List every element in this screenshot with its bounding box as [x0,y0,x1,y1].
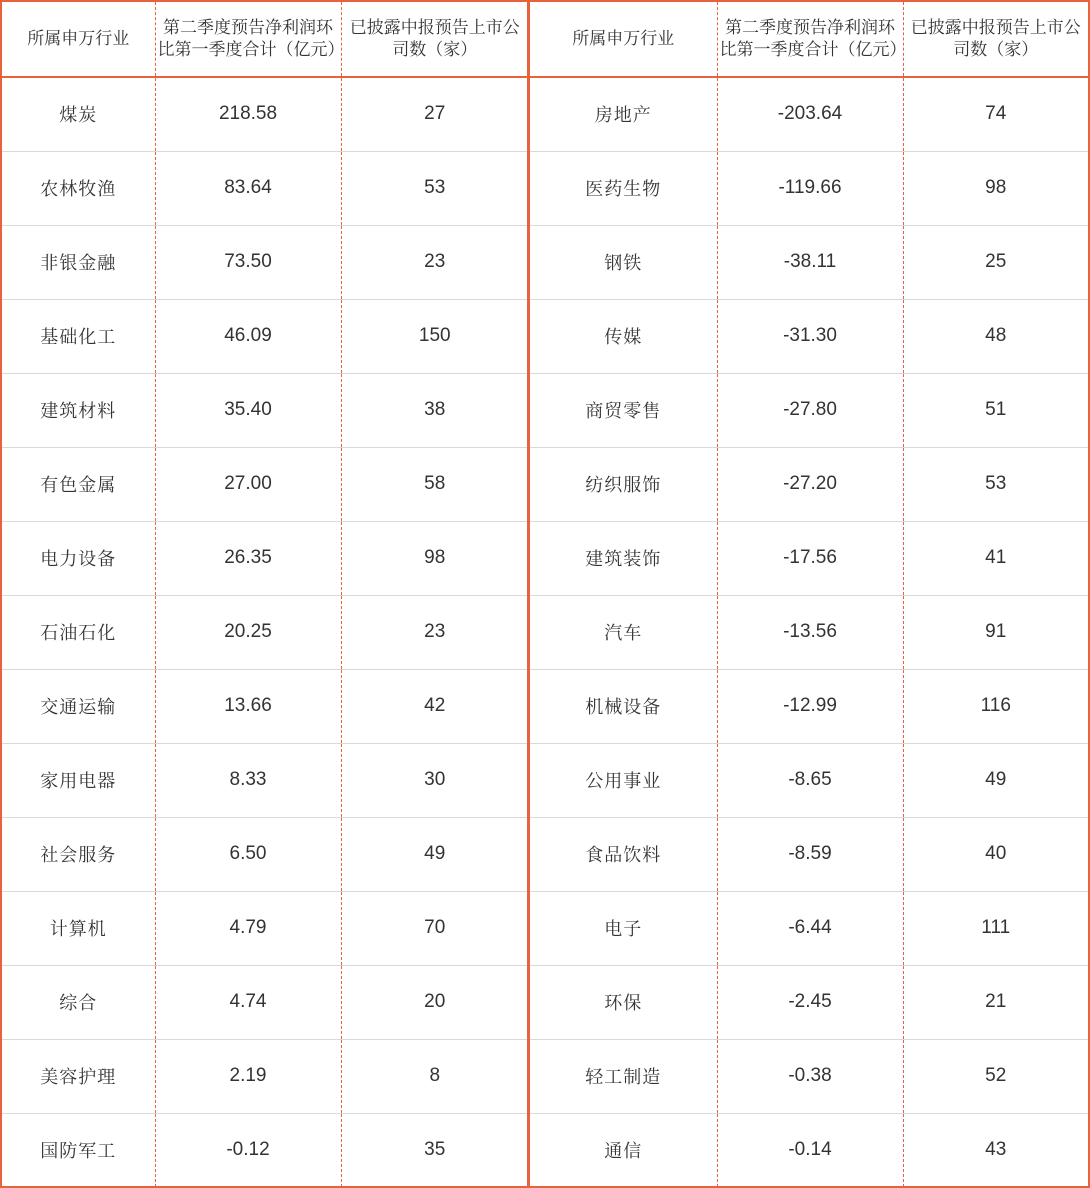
profit-change-cell: 73.50 [155,225,341,299]
table-row [530,373,1088,447]
company-count-cell: 35 [341,1113,528,1187]
profit-change-cell: 6.50 [155,817,341,891]
industry-cell: 轻工制造 [530,1039,717,1113]
industry-cell: 非银金融 [2,225,155,299]
company-count-cell: 53 [903,447,1088,521]
industry-cell: 建筑装饰 [530,521,717,595]
industry-cell: 基础化工 [2,299,155,373]
table-row [530,77,1088,151]
industry-cell: 国防军工 [40,1141,117,1163]
industry-cell: 美容护理 [2,1039,155,1113]
industry-cell: 电子 [530,891,717,965]
industry-cell: 综合 [2,965,155,1039]
company-count-cell: 116 [903,669,1088,743]
profit-change-cell: -0.38 [717,1039,903,1113]
industry-cell: 有色金属 [2,447,155,521]
profit-change-cell: -8.65 [717,743,903,817]
table-row [530,595,1088,669]
table-row [530,1113,1088,1187]
industry-cell: 汽车 [530,595,717,669]
table-row [2,1113,528,1187]
profit-change-cell: -2.45 [717,965,903,1039]
company-count-cell: 8 [341,1039,528,1113]
industry-cell: 商贸零售 [530,373,717,447]
company-count-cell: 40 [903,817,1088,891]
company-count-cell: 23 [341,595,528,669]
company-count-cell: 91 [903,595,1088,669]
industry-cell: 纺织服饰 [530,447,717,521]
table-row [2,447,528,521]
profit-change-cell: 83.64 [155,151,341,225]
industry-cell: 建筑材料 [2,373,155,447]
table-row [2,1039,528,1113]
left-table [2,2,528,1187]
company-count-cell: 150 [341,299,528,373]
table-row [2,373,528,447]
table-row [530,151,1088,225]
company-count-cell: 38 [341,373,528,447]
company-count-cell: 21 [903,965,1088,1039]
table-row [2,965,528,1039]
profit-change-cell: -12.99 [717,669,903,743]
table-row [530,743,1088,817]
table-row [530,817,1088,891]
company-count-cell: 53 [341,151,528,225]
company-count-cell: 43 [903,1113,1088,1187]
company-count-cell: 58 [341,447,528,521]
header-profit-change: 第二季度预告净利润环比第一季度合计（亿元） [155,2,341,77]
profit-change-cell: -0.14 [717,1113,903,1187]
profit-change-cell: -119.66 [717,151,903,225]
industry-cell: 食品饮料 [530,817,717,891]
profit-change-cell: 35.40 [155,373,341,447]
profit-change-cell: 2.19 [155,1039,341,1113]
industry-cell: 传媒 [530,299,717,373]
profit-change-cell: -27.80 [717,373,903,447]
profit-change-cell: -31.30 [717,299,903,373]
right-table [530,2,1088,1187]
table-row [2,521,528,595]
company-count-cell: 41 [903,521,1088,595]
table-row [2,595,528,669]
company-count-cell: 49 [903,743,1088,817]
table-row [2,151,528,225]
table-row [530,891,1088,965]
company-count-cell: 42 [341,669,528,743]
industry-cell: 机械设备 [530,669,717,743]
profit-change-cell: 13.66 [155,669,341,743]
company-count-cell: 27 [341,77,528,151]
company-count-cell: 51 [903,373,1088,447]
industry-cell: 家用电器 [2,743,155,817]
table-row [2,743,528,817]
company-count-cell: 74 [903,77,1088,151]
table-row [530,669,1088,743]
header-company-count: 已披露中报预告上市公司数（家） [341,2,528,77]
industry-cell: 农林牧渔 [2,151,155,225]
right-header-row [530,2,1088,77]
table-row [530,1039,1088,1113]
profit-change-cell: 27.00 [155,447,341,521]
profit-change-cell: -13.56 [717,595,903,669]
industry-cell: 公用事业 [530,743,717,817]
industry-cell: 医药生物 [530,151,717,225]
profit-change-cell: -17.56 [717,521,903,595]
company-count-cell: 98 [903,151,1088,225]
table-row [2,77,528,151]
right-table-body [530,77,1088,1187]
profit-change-cell: 4.74 [155,965,341,1039]
table-row [2,299,528,373]
industry-cell: 石油石化 [2,595,155,669]
profit-change-cell: 26.35 [155,521,341,595]
profit-change-cell: -0.12 [155,1113,341,1187]
table-row [530,299,1088,373]
profit-change-cell: -27.20 [717,447,903,521]
company-count-cell: 23 [341,225,528,299]
table-row [2,225,528,299]
header-company-count: 已披露中报预告上市公司数（家） [903,2,1088,77]
industry-cell: 房地产 [530,77,717,151]
industry-cell: 电力设备 [2,521,155,595]
left-header-row [2,2,528,77]
profit-change-cell: -38.11 [717,225,903,299]
company-count-cell: 111 [903,891,1088,965]
table-row [530,225,1088,299]
right-table-panel [530,2,1088,1186]
header-industry: 所属申万行业 [2,2,155,77]
profit-change-cell: 8.33 [155,743,341,817]
table-row [530,521,1088,595]
company-count-cell: 20 [341,965,528,1039]
profit-change-cell: -203.64 [717,77,903,151]
left-table-body [2,77,528,1187]
company-count-cell: 49 [341,817,528,891]
industry-cell: 通信 [604,1141,643,1163]
industry-cell: 计算机 [2,891,155,965]
industry-cell: 交通运输 [2,669,155,743]
table-row [2,669,528,743]
company-count-cell: 30 [341,743,528,817]
industry-cell: 环保 [530,965,717,1039]
table-row [530,447,1088,521]
left-table-panel [2,2,528,1186]
company-count-cell: 48 [903,299,1088,373]
company-count-cell: 98 [341,521,528,595]
table-row [2,817,528,891]
profit-change-cell: -6.44 [717,891,903,965]
table-row [2,891,528,965]
company-count-cell: 25 [903,225,1088,299]
industry-cell: 钢铁 [530,225,717,299]
profit-change-cell: 46.09 [155,299,341,373]
industry-cell: 煤炭 [2,77,155,151]
company-count-cell: 52 [903,1039,1088,1113]
company-count-cell: 70 [341,891,528,965]
header-industry: 所属申万行业 [530,2,717,77]
profit-change-cell: -8.59 [717,817,903,891]
profit-change-cell: 218.58 [155,77,341,151]
table-row [530,965,1088,1039]
profit-change-cell: 20.25 [155,595,341,669]
header-profit-change: 第二季度预告净利润环比第一季度合计（亿元） [717,2,903,77]
profit-change-cell: 4.79 [155,891,341,965]
industry-cell: 社会服务 [2,817,155,891]
